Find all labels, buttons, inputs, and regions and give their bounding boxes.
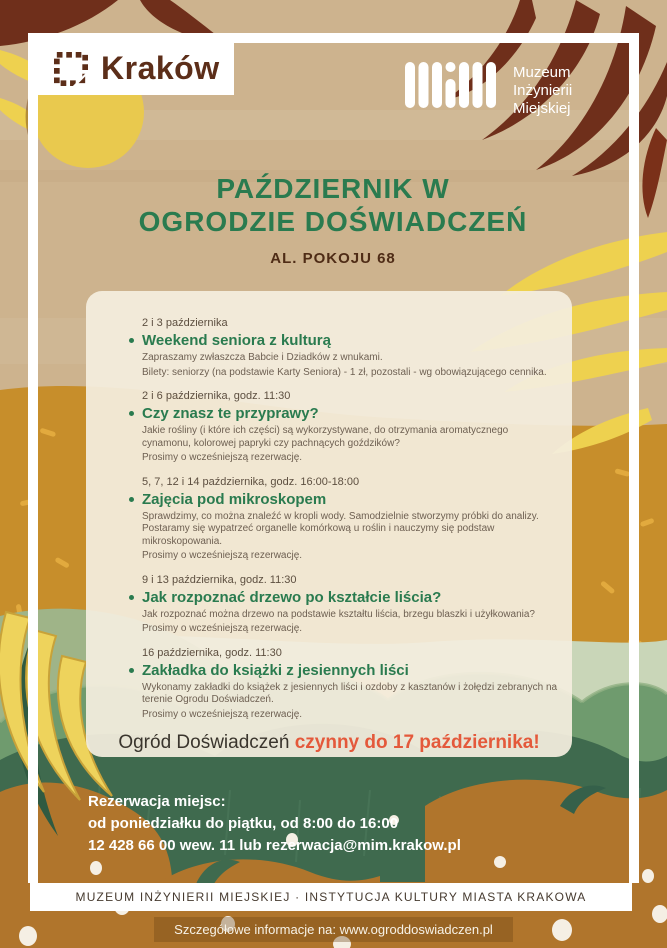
event-item — [142, 476, 558, 563]
krakow-logo-text: Kraków — [101, 50, 220, 86]
event-date: 5, 7, 12 i 14 października, godz. 16:00-18:00 — [142, 475, 360, 488]
reservation-line3: 12 428 66 00 wew. 11 lub rezerwacja@mim.krakow.pl — [88, 837, 461, 854]
event-note: Prosimy o wcześniejszą rezerwację. — [142, 623, 303, 634]
event-title: Jak rozpoznać drzewo po kształcie liścia? — [142, 589, 558, 607]
event-description: Jak rozpoznać można drzewo na podstawie kształtu liścia, brzegu blaszki i użyłkowania? — [142, 608, 535, 620]
event-note: Prosimy o wcześniejszą rezerwację. — [142, 452, 303, 463]
closing-line — [100, 732, 558, 754]
footer-institution-bar — [30, 883, 632, 911]
mim-logo-line3: Miejskiej — [513, 100, 571, 117]
bullet-icon — [129, 411, 134, 416]
event-description: Zapraszamy zwłaszcza Babcie i Dziadków z wnukami. — [142, 352, 383, 363]
event-description: Sprawdzimy, co można znaleźć w kropli wody. Samodzielnie stworzymy próbki do analizy. Postaramy się wypatrzeć organelle komórkową u roślin i nauczymy się podstaw mikroskopowania. — [142, 510, 539, 547]
reservation-block — [88, 791, 461, 857]
title-block — [38, 172, 628, 267]
frame-left — [28, 33, 38, 883]
footer-institution-text: MUZEUM INŻYNIERII MIEJSKIEJ · INSTYTUCJA KULTURY MIASTA KRAKOWA — [75, 890, 587, 904]
event-item — [142, 317, 558, 379]
poster-title-line1: PAŹDZIERNIK W — [216, 173, 450, 204]
mim-logo-line2: Inżynierii — [513, 82, 573, 99]
closing-highlight: czynny do 17 października! — [294, 732, 540, 753]
bullet-icon — [129, 338, 134, 343]
bottom-info-text: Szczegółowe informacje na: www.ogroddoswiadczen.pl — [154, 917, 513, 942]
event-note: Prosimy o wcześniejszą rezerwację. — [142, 550, 303, 561]
reservation-line1: Rezerwacja miejsc: — [88, 793, 226, 810]
event-item — [142, 390, 558, 465]
mim-logo-icon — [405, 62, 497, 108]
event-title: Weekend seniora z kulturą — [142, 332, 558, 350]
event-note: Bilety: seniorzy (na podstawie Karty Seniora) - 1 zł, pozostali - wg obowiązującego cennika. — [142, 366, 547, 378]
mim-logo-text — [513, 64, 572, 118]
krakow-logo — [36, 42, 234, 95]
closing-prefix: Ogród Doświadczeń — [118, 732, 295, 753]
poster-title-line2: OGRODZIE DOŚWIADCZEŃ — [138, 206, 528, 237]
event-date: 16 października, godz. 11:30 — [142, 646, 282, 659]
event-note: Prosimy o wcześniejszą rezerwację. — [142, 708, 303, 720]
event-title: Zajęcia pod mikroskopem — [142, 491, 558, 509]
bullet-icon — [129, 668, 134, 673]
krakow-logo-icon — [54, 52, 88, 86]
events-panel — [86, 291, 572, 757]
event-item — [142, 574, 558, 636]
event-title: Czy znasz te przyprawy? — [142, 405, 558, 423]
mim-logo — [405, 62, 572, 118]
event-item — [142, 647, 558, 722]
bullet-icon — [129, 497, 134, 502]
poster-address: AL. POKOJU 68 — [270, 250, 396, 267]
reservation-line2: od poniedziałku do piątku, od 8:00 do 16:00 — [88, 815, 399, 832]
event-date: 2 i 3 października — [142, 317, 228, 329]
event-date: 2 i 6 października, godz. 11:30 — [142, 390, 291, 402]
bottom-info-strip — [0, 911, 667, 948]
frame-right — [629, 33, 639, 883]
event-description: Wykonamy zakładki do książek z jesiennych liści i ozdoby z kasztanów i żołędzi zebranych na terenie Ogrodu Doświadczeń. — [142, 681, 558, 705]
event-description: Jakie rośliny (i które ich części) są wykorzystywane, do otrzymania aromatycznego cynamonu, kolorowej papryki czy pachnących goździków? — [142, 425, 509, 449]
event-title: Zakładka do książki z jesiennych liści — [142, 662, 558, 680]
bullet-icon — [129, 595, 134, 600]
mim-logo-line1: Muzeum — [513, 64, 571, 81]
event-date: 9 i 13 października, godz. 11:30 — [142, 573, 297, 586]
